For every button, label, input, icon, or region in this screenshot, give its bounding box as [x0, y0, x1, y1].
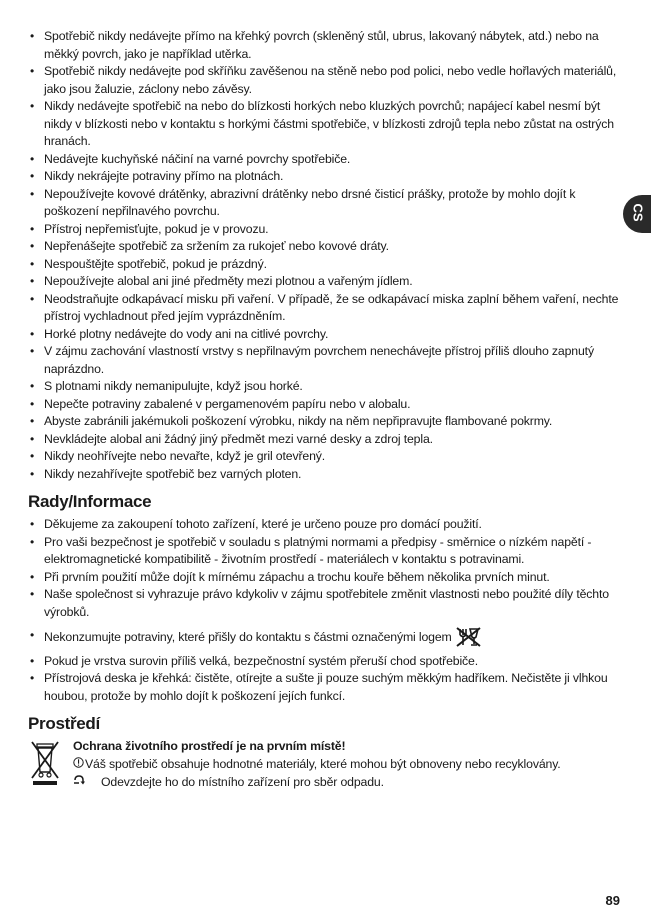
- list-item-text: Nekonzumujte potraviny, které přišly do kontaktu s částmi označenými logem: [44, 630, 452, 644]
- list-item: • Neodstraňujte odkapávací misku při vaření. V případě, že se odkapávací miska zaplní během vaření, nechte přístroj vychladnout před jejím vyprázdněním.: [28, 291, 624, 326]
- list-item: • Nepoužívejte alobal ani jiné předměty mezi plotnou a vařeným jídlem.: [28, 273, 624, 291]
- list-item: • V zájmu zachování vlastností vrstvy s nepřilnavým povrchem nenechávejte přístroj příliš dlouho zapnutý naprázdno.: [28, 343, 624, 378]
- environment-icons: [28, 738, 66, 791]
- list-item: • Nedávejte kuchyňské náčiní na varné povrchy spotřebiče.: [28, 151, 624, 169]
- list-item: • Nepřenášejte spotřebič za sržením za rukojeť nebo kovové dráty.: [28, 238, 624, 256]
- environment-line-2-text: Odevzdejte ho do místního zařízení pro sběr odpadu.: [101, 775, 384, 789]
- list-item: • Spotřebič nikdy nedávejte přímo na křehký povrch (skleněný stůl, ubrus, lakovaný nábytek, atd.) nebo na měkký povrch, jako je například utěrka.: [28, 28, 624, 63]
- list-item: • Nikdy nezahřívejte spotřebič bez varných ploten.: [28, 466, 624, 484]
- page-content: [28, 28, 624, 798]
- safety-list: [28, 28, 624, 483]
- list-item: • Abyste zabránili jakémukoli poškození výrobku, nikdy na něm nepřipravujte flambované pokrmy.: [28, 413, 624, 431]
- list-item: • Nepečte potraviny zabalené v pergamenovém papíru nebo v alobalu.: [28, 396, 624, 414]
- list-item: • S plotnami nikdy nemanipulujte, když jsou horké.: [28, 378, 624, 396]
- list-item: • Horké plotny nedávejte do vody ani na citlivé povrchy.: [28, 326, 624, 344]
- list-item-with-logo: [28, 627, 624, 653]
- crossed-bin-icon: [28, 773, 62, 790]
- list-item: • Naše společnost si vyhrazuje právo kdykoliv v zájmu spotřebitele změnit vlastnosti nebo použité díly těchto výrobků.: [28, 586, 624, 621]
- list-item: • Přístrojová deska je křehká: čistěte, otírejte a sušte ji pouze suchým měkkým hadříkem. Nečistěte ji vlhkou houbou, protože by mohlo dojít k poškození jejích funkcí.: [28, 670, 624, 705]
- list-item: • Při prvním použití může dojít k mírnému zápachu a trochu kouře během několika prvních minut.: [28, 569, 624, 587]
- advice-list: [28, 516, 624, 705]
- list-item: • Nikdy nedávejte spotřebič na nebo do blízkosti horkých nebo kluzkých povrchů; napájecí kabel nesmí být nikdy v blízkosti nebo v kontaktu s horkými částmi spotřebiče, v blízkosti zdrojů tepla nebo zůstat na ostrých hranách.: [28, 98, 624, 151]
- list-item: • Nikdy neohřívejte nebo nevařte, když je gril otevřený.: [28, 448, 624, 466]
- section-title-rady: Rady/Informace: [28, 492, 152, 511]
- list-item: • Děkujeme za zakoupení tohoto zařízení, které je určeno pouze pro domácí použití.: [28, 516, 624, 534]
- environment-heading: Ochrana životního prostředí je na prvním místě!: [73, 739, 346, 753]
- list-item: • Nikdy nekrájejte potraviny přímo na plotnách.: [28, 168, 624, 186]
- list-item: • Pro vaši bezpečnost je spotřebič v souladu s platnými normami a předpisy - směrnice o nízkém napětí - elektromagnetické kompatibilitě - životním prostředí - materiálech v kontaktu s potravinami.: [28, 534, 624, 569]
- section-title-prostredi: Prostředí: [28, 714, 100, 733]
- list-item: • Nespouštějte spotřebič, pokud je prázdný.: [28, 256, 624, 274]
- recycle-arrow-icon: [73, 775, 85, 793]
- environment-block: [28, 738, 624, 798]
- environment-line-1-text: Váš spotřebič obsahuje hodnotné materiály, které mohou být obnoveny nebo recyklovány.: [85, 756, 561, 771]
- list-item: • Nepoužívejte kovové drátěnky, abrazivní drátěnky nebo drsné čisticí prášky, protože by mohlo dojít k poškození nepřilnavého povrchu.: [28, 186, 624, 221]
- list-item: • Nevkládejte alobal ani žádný jiný předmět mezi varné desky a zdroj tepla.: [28, 431, 624, 449]
- list-item: • Spotřebič nikdy nedávejte pod skříňku zavěšenou na stěně nebo pod polici, nebo vedle hořlavých materiálů, jako jsou žaluzie, záclony nebo závěsy.: [28, 63, 624, 98]
- crossed-fork-glass-icon: [455, 627, 481, 653]
- page-number: 89: [605, 893, 620, 908]
- environment-line-1: [73, 756, 633, 775]
- list-item: • Přístroj nepřemisťujte, pokud je v provozu.: [28, 221, 624, 239]
- language-code: CS: [630, 203, 646, 222]
- environment-line-2: [73, 774, 633, 793]
- info-circle-icon: [73, 757, 85, 775]
- list-item: • Pokud je vrstva surovin příliš velká, bezpečnostní systém přeruší chod spotřebiče.: [28, 653, 624, 671]
- environment-text: [73, 738, 633, 793]
- language-tab: [623, 195, 651, 233]
